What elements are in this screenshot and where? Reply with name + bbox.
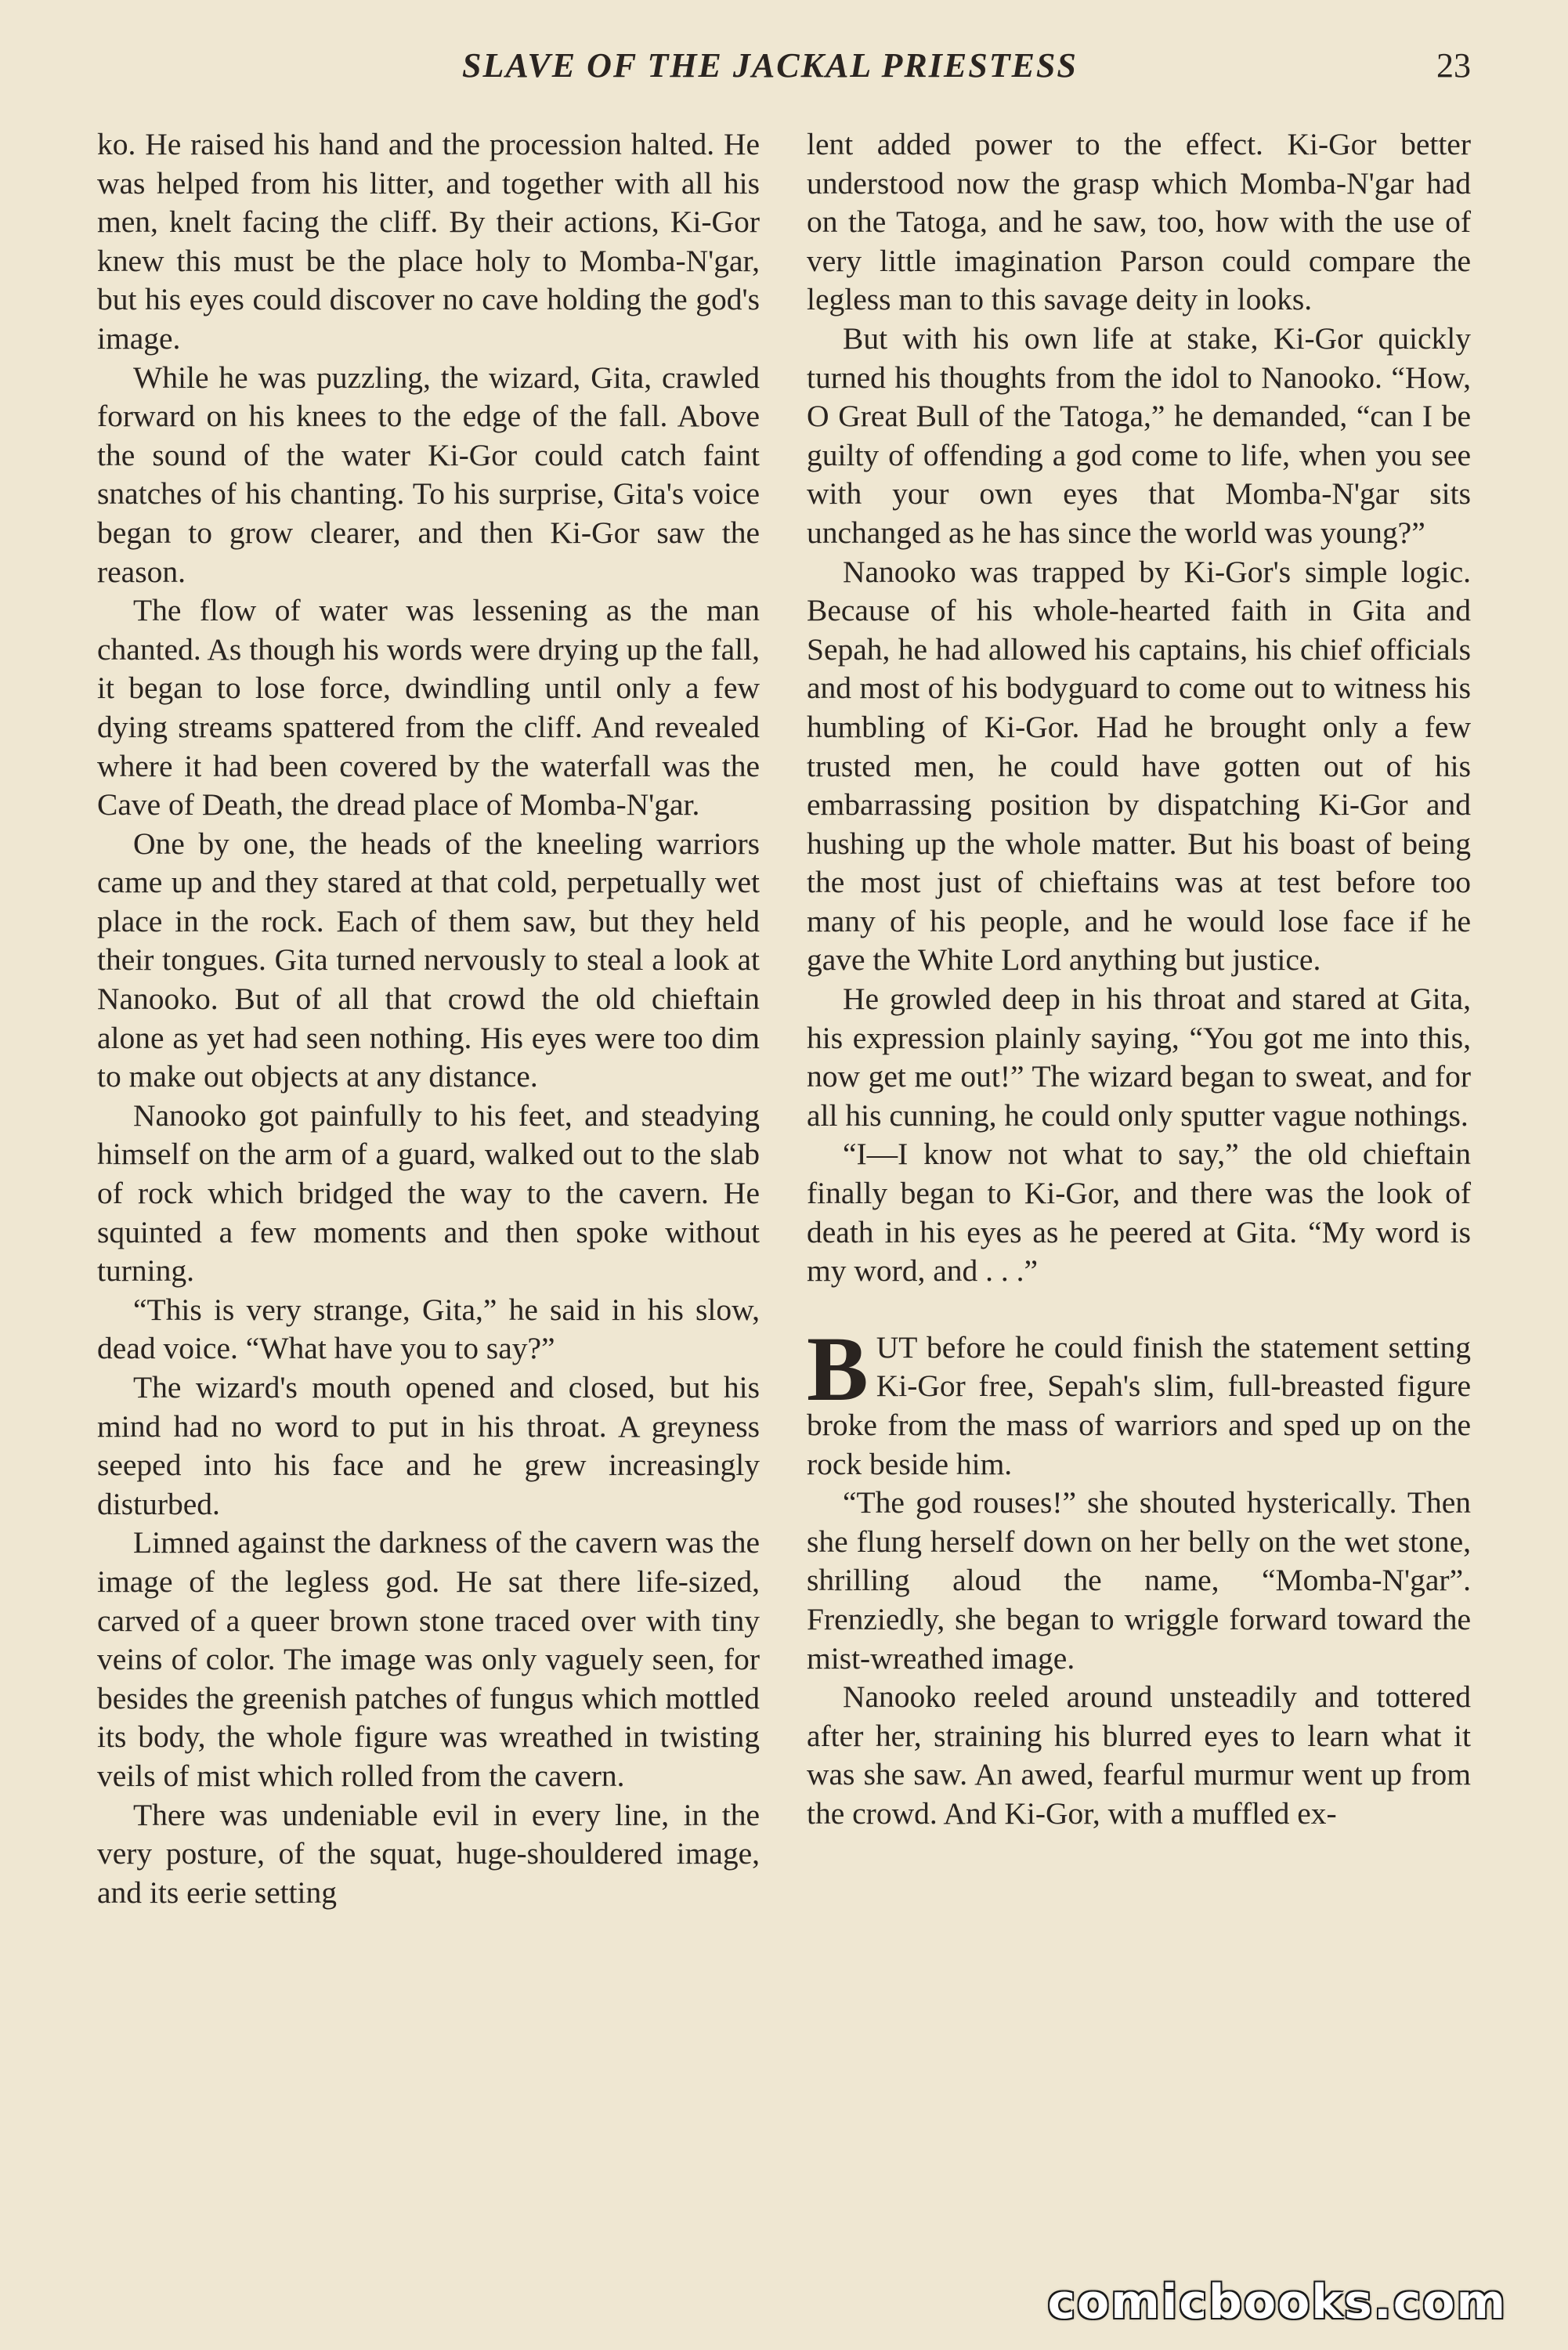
paragraph: Nanooko was trapped by Ki-Gor's simple logic. Because of his whole-hearted faith in Gita and Sepah, he had allowed his captains, his chief officials and most of his bodyguard to come out to witness his humbling of Ki-Gor. Had he brought only a few trusted men, he could have gotten out of his embarrassing position by dispatching Ki-Gor and hushing up the whole matter. But his boast of being the most just of chieftains was at test before too many of his people, and he would lose face if he gave the White Lord anything but justice. bbox=[807, 554, 1471, 978]
paragraph: “The god rouses!” she shouted hysterically. Then she flung herself down on her belly on the wet stone, shrilling aloud the name, “Momba-N'gar”. Frenziedly, she began to wriggle forward toward the mist-wreathed image. bbox=[807, 1485, 1471, 1676]
running-head bbox=[0, 45, 1568, 92]
watermark-logo: comicbooks.com bbox=[1047, 2275, 1507, 2330]
paragraph: ko. He raised his hand and the procession halted. He was helped from his litter, and together with all his men, knelt facing the cliff. By their actions, Ki-Gor knew this must be the place holy to Momba-N'gar, but his eyes could discover no cave holding the god's image. bbox=[97, 127, 760, 356]
paragraph: Limned against the darkness of the cavern was the image of the legless god. He sat there life-sized, carved of a queer brown stone traced over with tiny veins of color. The image was only vaguely seen, for besides the greenish patches of fungus which mottled its body, the whole figure was wreathed in twisting veils of mist which rolled from the cavern. bbox=[97, 1525, 760, 1793]
lead-in: UT bbox=[876, 1329, 917, 1365]
paragraph: One by one, the heads of the kneeling warriors came up and they stared at that cold, perpetually wet place in the rock. Each of them saw, but they held their tongues. Gita turned nervously to steal a look at Nanooko. But of all that crowd the old chieftain alone as yet had seen nothing. His eyes were too dim to make out objects at any distance. bbox=[97, 826, 760, 1094]
paragraph-text: before he could finish the statement setting Ki-Gor free, Sepah's slim, full-breasted figure broke from the mass of warriors and sped up on the rock beside him. bbox=[807, 1329, 1471, 1481]
left-column bbox=[97, 125, 760, 1912]
paragraph: Nanooko reeled around unsteadily and tottered after her, straining his blurred eyes to learn what it was she saw. An awed, fearful murmur went up from the crowd. And Ki-Gor, with a muffled ex- bbox=[807, 1679, 1471, 1831]
paragraph: The wizard's mouth opened and closed, but his mind had no word to put in his throat. A greyness seeped into his face and he grew increasingly disturbed. bbox=[97, 1370, 760, 1521]
paragraph: “I—I know not what to say,” the old chieftain finally began to Ki-Gor, and there was the look of death in his eyes as he peered at Gita. “My word is my word, and . . .” bbox=[807, 1137, 1471, 1289]
paragraph: The flow of water was lessening as the man chanted. As though his words were drying up the fall, it began to lose force, dwindling until only a few dying streams spattered from the cliff. And revealed where it had been covered by the waterfall was the Cave of Death, the dread place of Momba-N'gar. bbox=[97, 593, 760, 822]
paragraph: Nanooko got painfully to his feet, and steadying himself on the arm of a guard, walked out to the slab of rock which bridged the way to the cavern. He squinted a few moments and then spoke without turning. bbox=[97, 1097, 760, 1289]
section-opening-paragraph bbox=[807, 1317, 1471, 1484]
paragraph: “This is very strange, Gita,” he said in his slow, dead voice. “What have you to say?” bbox=[97, 1292, 760, 1366]
paragraph: He growled deep in his throat and stared at Gita, his expression plainly saying, “You got me into this, now get me out!” The wizard began to sweat, and for all his cunning, he could only sputter vague nothings. bbox=[807, 982, 1471, 1133]
page-number: 23 bbox=[1436, 46, 1471, 85]
paragraph: lent added power to the effect. Ki-Gor better understood now the grasp which Momba-N'gar had on the Tatoga, and he saw, too, how with the use of very little imagination Parson could compare the legless man to this savage deity in looks. bbox=[807, 127, 1471, 317]
paragraph: There was undeniable evil in every line, in the very posture, of the squat, huge-shouldered image, and its eerie setting bbox=[97, 1797, 760, 1910]
paragraph: But with his own life at stake, Ki-Gor quickly turned his thoughts from the idol to Nanooko. “How, O Great Bull of the Tatoga,” he demanded, “can I be guilty of offending a god come to life, when you see with your own eyes that Momba-N'gar sits unchanged as he has since the world was young?” bbox=[807, 320, 1471, 550]
right-column bbox=[807, 125, 1471, 1834]
paragraph: While he was puzzling, the wizard, Gita, crawled forward on his knees to the edge of the fall. Above the sound of the water Ki-Gor could catch faint snatches of his chanting. To his surprise, Gita's voice began to grow clearer, and then Ki-Gor saw the reason. bbox=[97, 360, 760, 589]
chapter-title: SLAVE OF THE JACKAL PRIESTESS bbox=[462, 46, 1078, 85]
drop-cap: B bbox=[807, 1317, 869, 1420]
